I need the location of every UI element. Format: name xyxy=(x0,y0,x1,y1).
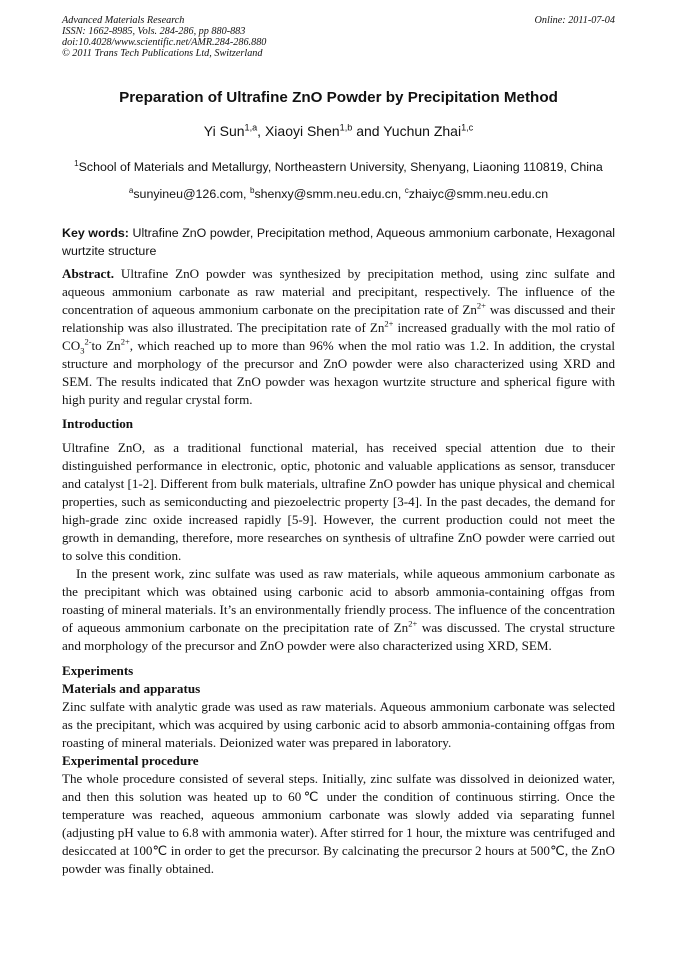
superscript: 2- xyxy=(84,336,92,347)
email-mark: b xyxy=(249,185,255,195)
subsection-heading: Experimental procedure xyxy=(62,753,199,768)
email-mark: c xyxy=(404,185,409,195)
abstract-text: , which reached up to more than 96% when the mol ratio was 1.2. In addition, the crystal structure and morphology of the precursor and ZnO powder were also characterized using XRD and SEM. The results indicated that ZnO powder was hexagon wurtzite structure and spherical figure with high purity and regular crystal form. xyxy=(62,338,615,407)
issn-line: ISSN: 1662-8985, Vols. 284-286, pp 880-883 xyxy=(62,26,246,37)
email-address: sunyineu@126.com, xyxy=(133,187,250,201)
author-name: Xiaoyi Shen xyxy=(264,123,340,139)
introduction-paragraph xyxy=(62,565,615,655)
keywords-block xyxy=(62,224,615,260)
abstract-text: was discussed and their relationship was also illustrated. The precipitation rate of Zn xyxy=(62,302,616,335)
affiliation-mark: 1 xyxy=(74,158,79,168)
author-list xyxy=(62,123,615,139)
subscript: 3 xyxy=(80,345,85,356)
affiliation xyxy=(62,160,615,174)
abstract-text: to Zn xyxy=(91,338,121,353)
paper-title: Preparation of Ultrafine ZnO Powder by Precipitation Method xyxy=(119,89,558,106)
journal-header xyxy=(62,15,615,59)
superscript: 2+ xyxy=(384,318,394,329)
author-emails xyxy=(62,187,615,201)
author-affil-mark: 1,b xyxy=(339,122,353,133)
abstract-text: Ultrafine ZnO powder was synthesized by precipitation method, using zinc sulfate and aqueous ammonium carbonate as raw material and precipitant, respectively. The influence of the concentration of aqueous ammonium carbonate on the precipitation rate of Zn xyxy=(62,266,615,317)
doi-line: doi:10.4028/www.scientific.net/AMR.284-286.880 xyxy=(62,37,267,48)
experiments-paragraph: Zinc sulfate with analytic grade was used as raw materials. Aqueous ammonium carbonate was selected as the precipitant, which was acquired by using carbonic acid to absorb ammonia-containing offgas from roasting of mineral materials. Deionized water was prepared in laboratory. xyxy=(62,699,615,750)
superscript: 2+ xyxy=(408,618,418,629)
author-affil-mark: 1,c xyxy=(461,122,474,133)
journal-name: Advanced Materials Research xyxy=(62,15,185,26)
abstract-text: increased gradually with the mol ratio of CO xyxy=(62,320,615,353)
superscript: 2+ xyxy=(120,336,130,347)
keywords-text: Ultrafine ZnO powder, Precipitation method, Aqueous ammonium carbonate, Hexagonal wurtzite structure xyxy=(62,226,615,258)
paragraph-text: In the present work, zinc sulfate was used as raw materials, while aqueous ammonium carbonate as the precipitant which was obtained using carbonic acid to absorb ammonia-containing offgas from roasting of mineral materials. It’s an environmentally friendly process. The influence of the concentration of aqueous ammonium carbonate on the precipitation rate of Zn xyxy=(62,566,615,635)
author-name: Yuchun Zhai xyxy=(383,123,462,139)
email-address: zhaiyc@smm.neu.edu.cn xyxy=(408,187,549,201)
section-heading-introduction: Introduction xyxy=(62,416,134,431)
email-mark: a xyxy=(128,185,134,195)
author-separator: and xyxy=(352,123,384,139)
introduction-paragraph: Ultrafine ZnO, as a traditional functional material, has received special attention due to their distinguished performance in electronic, optic, photonic and valuable applications as sensor, transducer and catalyst [1-2]. Different from bulk materials, ultrafine ZnO powder has unique physical and chemical properties, such as semiconducting and piezoelectric property [3-4]. In the past decades, the demand for high-grade zinc oxide increased rapidly [5-9]. However, the current production could not meet the growth in demanding, therefore, more researches on synthesis of ultrafine ZnO powder were carried out to solve this condition. xyxy=(62,440,615,563)
author-affil-mark: 1,a xyxy=(244,122,258,133)
online-date: Online: 2011-07-04 xyxy=(534,15,615,26)
abstract xyxy=(62,265,615,409)
experiments-paragraph: The whole procedure consisted of several steps. Initially, zinc sulfate was dissolved in deionized water, and then this solution was heated up to 60℃ under the condition of continuous stirring. Once the temperature was reached, aqueous ammonium carbonate was slowly added via separating funnel (adjusting pH value to 6.8 with ammonia water). After stirred for 1 hour, the mixture was centrifuged and desiccated at 100℃ in order to get the precursor. By calcinating the precursor 2 hours at 500℃, the ZnO powder was finally obtained. xyxy=(62,771,615,876)
keywords-label: Key words: xyxy=(62,226,129,240)
paper-body xyxy=(62,265,615,878)
email-address: shenxy@smm.neu.edu.cn, xyxy=(254,187,405,201)
section-heading-experiments: Experiments xyxy=(62,663,134,678)
subsection-heading: Materials and apparatus xyxy=(62,681,201,696)
copyright-line: © 2011 Trans Tech Publications Ltd, Switzerland xyxy=(62,48,263,59)
author-name: Yi Sun xyxy=(203,123,245,139)
affiliation-text: School of Materials and Metallurgy, Northeastern University, Shenyang, Liaoning 110819, China xyxy=(78,160,603,174)
superscript: 2+ xyxy=(476,300,486,311)
paragraph-text: was discussed. The crystal structure and morphology of the precursor and ZnO powder were also characterized using XRD, SEM. xyxy=(62,620,615,653)
abstract-label: Abstract. xyxy=(62,266,114,281)
author-separator: , xyxy=(257,123,265,139)
